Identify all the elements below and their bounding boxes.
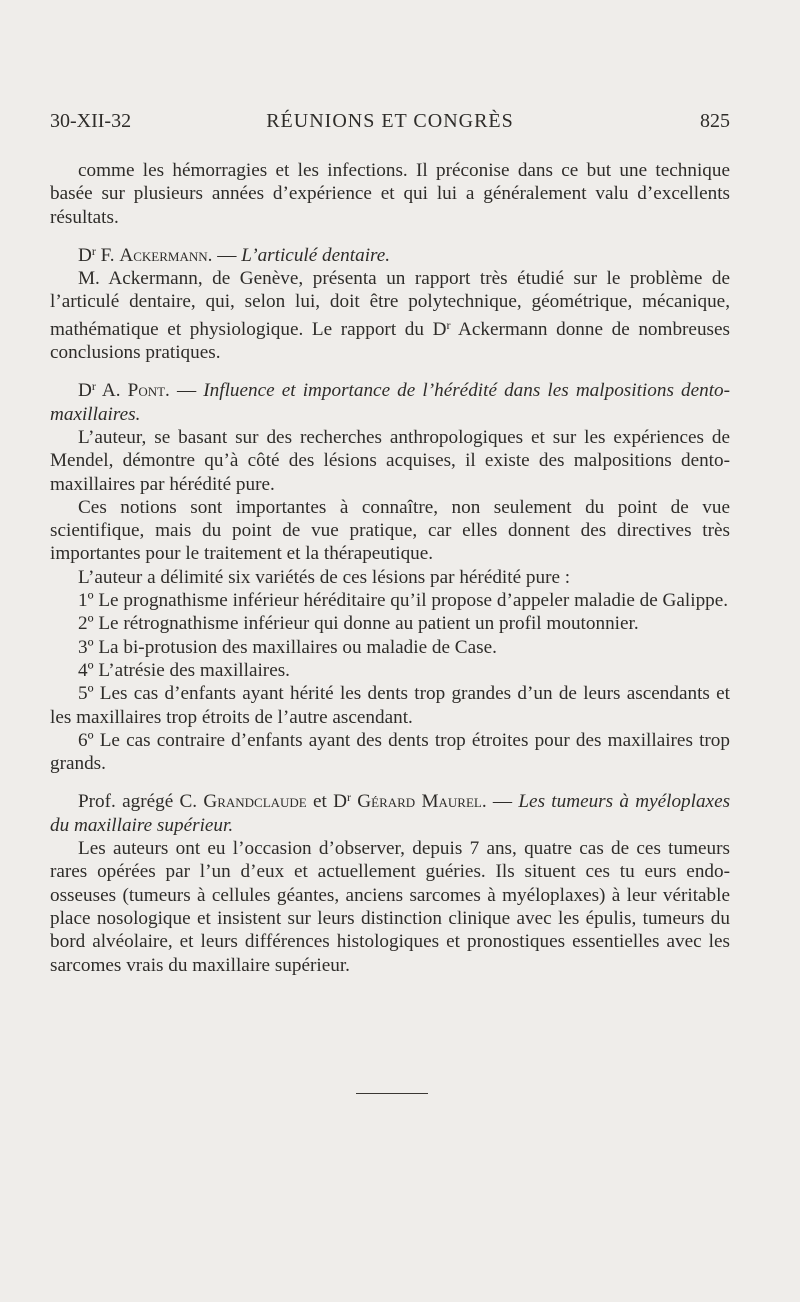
presentation-title: Les tumeurs à myéloplaxes du maxillaire supérieur.: [50, 791, 731, 836]
heading-dash: —: [176, 380, 197, 402]
dr-superscript: r: [91, 379, 96, 394]
paragraph-intro: comme les hémorragies et les infections. Il préconise dans ce but une technique basée sur plusieurs années d’expérience et qui lui a généralement valu d’excellents résultats.: [50, 160, 730, 228]
dr-superscript: r: [446, 317, 451, 332]
paragraph-pont-3: L’auteur a délimité six variétés de ces lésions par hérédité pure :: [78, 566, 571, 588]
author-name: Gérard Maurel.: [357, 791, 487, 813]
list-item-5: 5º Les cas d’enfants ayant hérité les dents trop grandes d’un de leurs ascendants et les maxillaires trop étroits de l’autre ascendant.: [50, 683, 730, 728]
list-item-3: 3º La bi-protusion des maxillaires ou maladie de Case.: [78, 636, 497, 658]
author-name: Grandclaude: [203, 791, 307, 813]
heading-ackermann: [50, 240, 730, 267]
author-name: Ackermann.: [119, 244, 213, 266]
heading-dash: —: [492, 791, 513, 813]
author-initial: F.: [100, 244, 115, 266]
presentation-title: L’articulé dentaire.: [241, 244, 391, 266]
running-header: [50, 110, 730, 138]
author-initial: A.: [101, 380, 121, 402]
presentation-title: Influence et importance de l’hérédité dans les malpositions dento-maxillaires.: [50, 380, 731, 425]
page-number: 825: [700, 110, 730, 132]
heading-grandclaude: Prof. agrégé C. Grandclaude et $D^r$ Gérard Maurel. — Les tumeurs à myéloplaxes du maxillaire supérieur.: [50, 790, 731, 836]
dr-abbrev: D: [333, 791, 348, 813]
dr-superscript: r: [91, 243, 96, 258]
paragraph-ackermann: M. Ackermann, de Genève, présenta un rapport très étudié sur le problème de l’articulé dentaire, qui, selon lui, doit être polytechnique, géométrique, mécanique, mathématique et physiologique. Le rapport du $D^r$ Ackermann donne de nombreuses conclusions pratiques.: [50, 268, 730, 364]
header-section-title: RÉUNIONS ET CONGRÈS: [266, 110, 514, 132]
section-end-rule: [356, 1093, 428, 1094]
paragraph-grandclaude: Les auteurs ont eu l’occasion d’observer, depuis 7 ans, quatre cas de ces tumeurs rares opérées par l’un d’eux et actuellement guéries. Ils situent ces tu eurs endo-osseuses (tumeurs à cellules géantes, anciens sarcomes à myéloplaxes) à leur véritable place nosologique et insistent sur leurs distinction clinique avec les épulis, tumeurs du bord alvéolaire, et leurs différences histologiques et pronostiques essentielles avec les sarcomes vrais du maxillaire supérieur.: [50, 838, 730, 976]
dr-abbrev: D: [432, 318, 447, 340]
list-item-4: 4º L’atrésie des maxillaires.: [78, 659, 290, 681]
dr-superscript: r: [347, 790, 352, 805]
list-item-1: 1º Le prognathisme inférieur héréditaire qu’il propose d’appeler maladie de Galippe.: [78, 590, 729, 612]
list-item-2: 2º Le rétrognathisme inférieur qui donne au patient un profil moutonnier.: [78, 613, 639, 635]
paragraph-pont-1: L’auteur, se basant sur des recherches anthropologiques et sur les expériences de Mendel, démontre qu’à côté des lésions acquises, il existe des malpositions dento-maxillaires par hérédité pure.: [50, 426, 730, 495]
paragraph-pont-2: Ces notions sont importantes à connaître, non seulement du point de vue scientifique, mais du point de vue pratique, car elles donnent des directives très importantes pour le traitement et la thérapeutique.: [50, 496, 730, 565]
dr-abbrev: D: [78, 380, 92, 402]
heading-dash: —: [217, 244, 237, 266]
dr-abbrev: D: [78, 244, 92, 266]
author-name: Pont.: [127, 380, 170, 402]
list-item-6: 6º Le cas contraire d’enfants ayant des dents trop étroites pour des maxillaires trop grands.: [50, 729, 730, 775]
header-date: 30-XII-32: [50, 110, 132, 132]
heading-pont: [50, 375, 730, 426]
article-body: [50, 159, 730, 977]
